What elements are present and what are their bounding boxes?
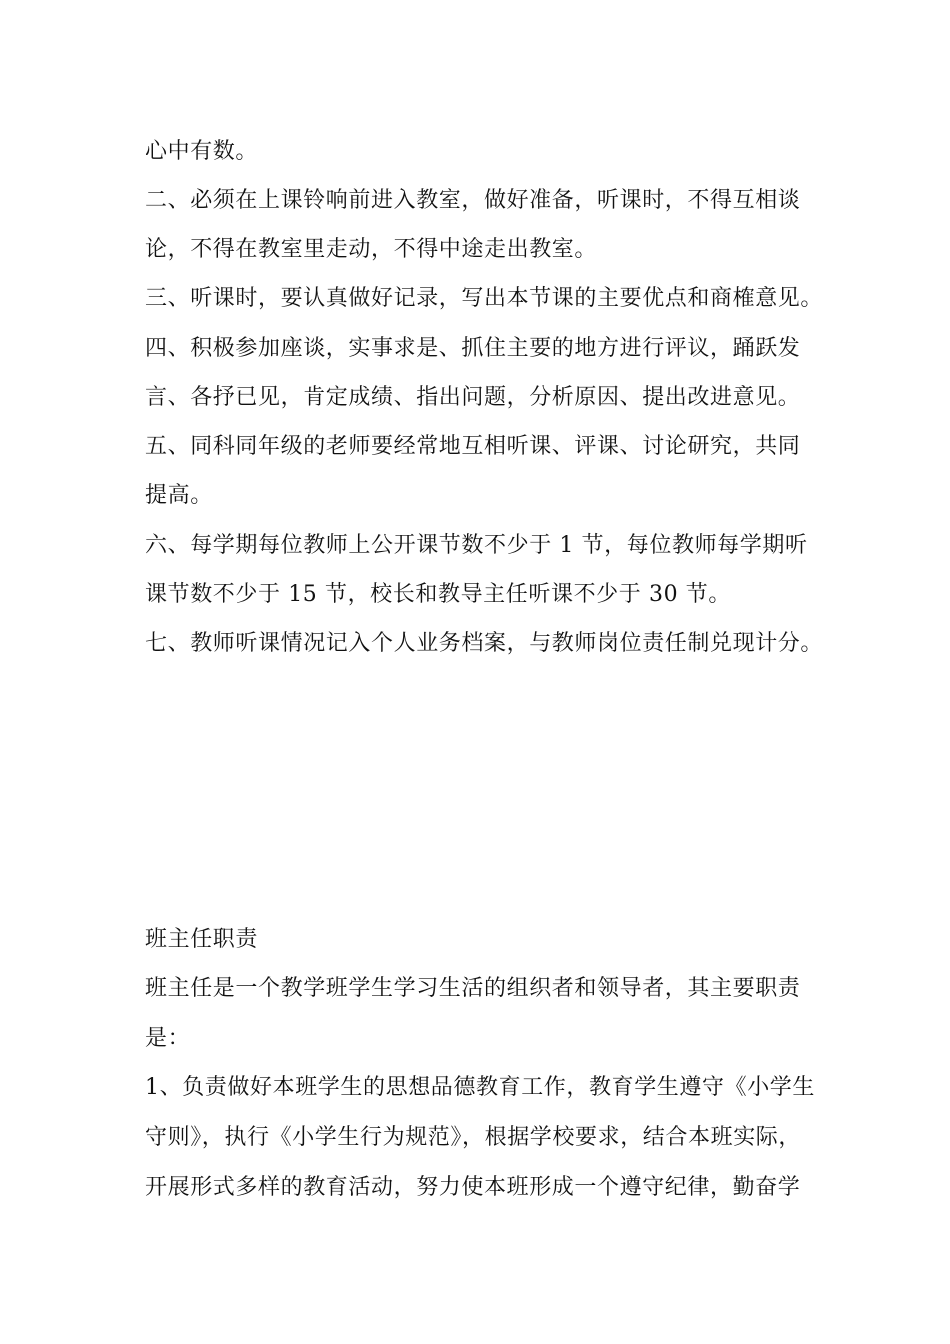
text-line: 课节数不少于 15 节，校长和教导主任听课不少于 30 节。: [145, 582, 731, 607]
text-line: 言、各抒已见，肯定成绩、指出问题，分析原因、提出改进意见。: [145, 385, 801, 410]
text-line: 七、教师听课情况记入个人业务档案，与教师岗位责任制兑现计分。: [145, 631, 824, 656]
text-line: 提高。: [145, 483, 213, 508]
text-line: 1、负责做好本班学生的思想品德教育工作，教育学生遵守《小学生: [145, 1075, 815, 1100]
text-line: 是：: [145, 1026, 191, 1051]
text-line: 六、每学期每位教师上公开课节数不少于 1 节，每位教师每学期听: [145, 533, 808, 558]
text-line: 二、必须在上课铃响前进入教室，做好准备，听课时，不得互相谈: [145, 188, 801, 213]
section-title: 班主任职责: [145, 927, 259, 952]
text-line: 心中有数。: [145, 139, 259, 164]
text-line: 开展形式多样的教育活动，努力使本班形成一个遵守纪律，勤奋学: [145, 1175, 801, 1200]
text-line: 三、听课时，要认真做好记录，写出本节课的主要优点和商榷意见。: [145, 286, 824, 311]
text-line: 五、同科同年级的老师要经常地互相听课、评课、讨论研究，共同: [145, 434, 801, 459]
text-line: 守则》，执行《小学生行为规范》，根据学校要求，结合本班实际，: [145, 1125, 802, 1150]
text-line: 四、积极参加座谈，实事求是、抓住主要的地方进行评议，踊跃发: [145, 336, 801, 361]
text-line: 班主任是一个教学班学生学习生活的组织者和领导者，其主要职责: [145, 976, 801, 1001]
text-line: 论，不得在教室里走动，不得中途走出教室。: [145, 237, 598, 262]
